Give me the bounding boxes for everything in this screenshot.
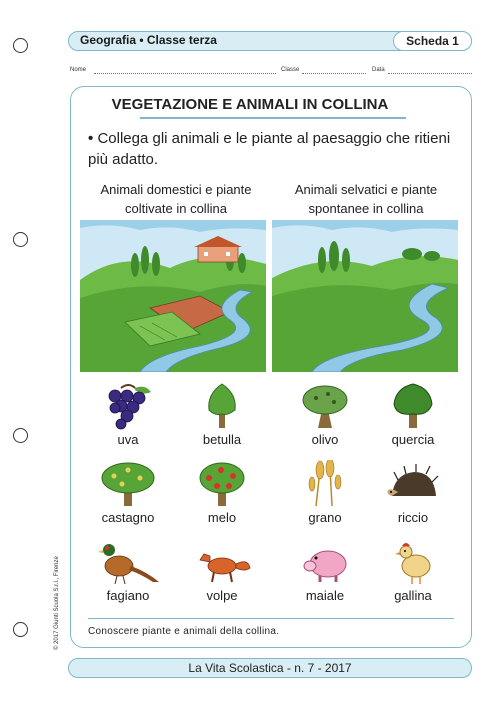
publication-bar: La Vita Scolastica - n. 7 - 2017 <box>68 658 472 678</box>
binder-hole-4 <box>13 622 28 637</box>
worksheet-title: VEGETAZIONE E ANIMALI IN COLLINA <box>111 96 389 113</box>
name-field[interactable] <box>94 73 276 74</box>
item-gallina[interactable] <box>363 538 463 603</box>
instruction-text: Collega gli animali e le piante al paesaggio che ritieni più adatto. <box>88 130 451 168</box>
binder-hole-2 <box>13 232 28 247</box>
column-heading-wild: Animali selvatici e piante spontanee in collina <box>294 182 438 216</box>
item-uva[interactable] <box>78 382 178 447</box>
oak-tree-icon <box>386 382 440 430</box>
grapes-icon <box>101 382 155 430</box>
label-maiale: maiale <box>305 588 345 603</box>
wheat-icon <box>298 460 352 508</box>
copyright-notice: © 2017 Giunti Scuola S.r.l., Firenze <box>54 556 60 650</box>
label-melo: melo <box>207 510 237 525</box>
cultivated-hill-landscape <box>80 220 266 372</box>
learning-objective: Conoscere piante e animali della collina. <box>88 626 280 637</box>
chestnut-tree-icon <box>98 460 158 508</box>
subject-label: Geografia • Classe terza <box>80 33 217 47</box>
olive-tree-icon <box>298 382 352 430</box>
item-fagiano[interactable] <box>78 538 178 603</box>
name-label: Nome <box>70 67 87 73</box>
label-grano: grano <box>308 510 342 525</box>
label-betulla: betulla <box>202 432 242 447</box>
label-fagiano: fagiano <box>106 588 150 603</box>
date-field[interactable] <box>388 73 472 74</box>
label-gallina: gallina <box>394 588 432 603</box>
birch-tree-icon <box>197 382 247 430</box>
label-riccio: riccio <box>397 510 429 525</box>
label-uva: uva <box>117 432 139 447</box>
label-castagno: castagno <box>101 510 155 525</box>
binder-hole-1 <box>13 38 28 53</box>
item-riccio[interactable] <box>363 460 463 525</box>
wild-hill-landscape <box>272 220 458 372</box>
class-label: Classe <box>281 67 300 73</box>
label-volpe: volpe <box>206 588 238 603</box>
instruction-bullet: • <box>88 130 94 147</box>
pig-icon <box>298 538 352 586</box>
apple-tree-icon <box>195 460 249 508</box>
item-maiale[interactable] <box>275 538 375 603</box>
item-castagno[interactable] <box>78 460 178 525</box>
date-label: Data <box>372 67 385 73</box>
fox-icon <box>192 538 252 586</box>
column-heading-domestic: Animali domestici e piante coltivate in collina <box>100 182 252 216</box>
pheasant-icon <box>95 538 161 586</box>
label-olivo: olivo <box>311 432 339 447</box>
item-olivo[interactable] <box>275 382 375 447</box>
sheet-number: Scheda 1 <box>393 31 472 51</box>
class-field[interactable] <box>302 73 366 74</box>
label-quercia: quercia <box>391 432 435 447</box>
footer-divider <box>88 618 454 619</box>
item-grano[interactable] <box>275 460 375 525</box>
hedgehog-icon <box>384 460 442 508</box>
hen-icon <box>386 538 440 586</box>
binder-hole-3 <box>13 428 28 443</box>
item-quercia[interactable] <box>363 382 463 447</box>
item-betulla[interactable] <box>172 382 272 447</box>
item-melo[interactable] <box>172 460 272 525</box>
instruction <box>88 128 458 170</box>
item-volpe[interactable] <box>172 538 272 603</box>
title-underline <box>140 117 406 119</box>
